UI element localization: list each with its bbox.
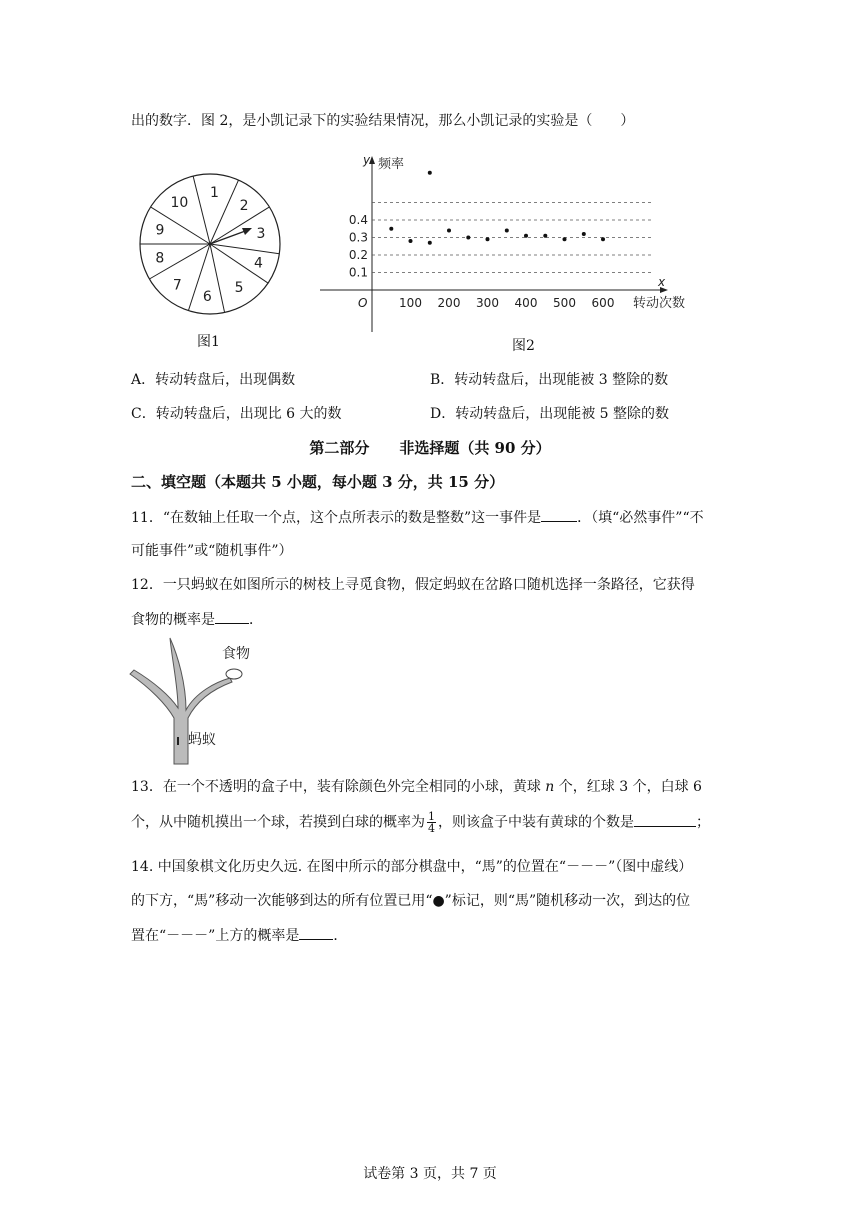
spinner-wheel-figure [130, 168, 290, 328]
data-point [409, 239, 413, 243]
data-point [389, 227, 393, 231]
wheel-number: 4 [254, 255, 263, 272]
data-point [524, 234, 528, 238]
data-point [601, 237, 605, 241]
q13-text-c: 个，从中随机摸出一个球，若摸到白球的概率为 [131, 814, 425, 831]
x-tick-label: 100 [399, 296, 422, 310]
frac-denominator: 4 [428, 822, 435, 835]
y-tick-label: 0.4 [348, 213, 368, 227]
page-footer: 试卷第 3 页，共 7 页 [363, 1166, 497, 1182]
q12-text-a: 食物的概率是 [131, 612, 215, 628]
data-point [543, 234, 547, 238]
wheel-number: 7 [172, 277, 182, 294]
q14-text-b: ． [333, 928, 348, 944]
q12-line2 [131, 609, 263, 630]
data-point [428, 171, 432, 175]
data-point [582, 232, 586, 236]
data-point [466, 236, 470, 240]
q11-line1 [131, 507, 704, 528]
q13-text-d: ，则该盒子中装有黄球的个数是 [438, 814, 634, 831]
label-ant: 蚂蚁 [188, 732, 216, 748]
x-axis-letter: x [658, 275, 666, 289]
q13-text-e: ； [696, 814, 710, 831]
y-tick-label: 0.1 [348, 265, 368, 280]
wheel-number: 5 [234, 280, 244, 297]
frequency-scatter-chart [320, 150, 700, 335]
option-c: C．转动转盘后，出现比 6 大的数 [131, 406, 342, 422]
data-point [563, 237, 567, 241]
q11-line2: 可能事件”或“随机事件”） [131, 543, 293, 559]
food-ellipse [226, 669, 242, 679]
y-axis-letter: y [363, 153, 371, 167]
q14-text-a: 置在“－－－”上方的概率是 [131, 928, 300, 944]
wheel-number: 2 [239, 197, 249, 214]
x-tick-label: 500 [553, 296, 576, 310]
data-point [505, 229, 509, 233]
data-point [447, 229, 451, 233]
q14-line2: 的下方，“馬”移动一次能够到达的所有位置已用“●”标记，则“馬”随机移动一次，到达的位 [131, 893, 691, 909]
wheel-number: 10 [170, 194, 189, 211]
option-b: B．转动转盘后，出现能被 3 整除的数 [430, 372, 669, 388]
wheel-number: 6 [202, 288, 212, 305]
y-axis-label: 频率 [378, 157, 405, 172]
q11-text-a: 11．“在数轴上任取一个点，这个点所表示的数是整数”这一事件是 [131, 510, 542, 526]
option-a: A．转动转盘后，出现偶数 [131, 372, 296, 388]
wheel-number: 1 [210, 185, 219, 202]
q11-text-b: ．（填“必然事件”“不 [577, 510, 704, 526]
x-tick-label: 200 [437, 296, 461, 310]
q13-line2 [131, 811, 710, 834]
frac-numerator: 1 [428, 810, 435, 823]
q12-line1: 12．一只蚂蚁在如图所示的树枝上寻觅食物，假定蚂蚁在岔路口随机选择一条路径，它获得 [131, 577, 695, 593]
section-fill-in-title: 二、填空题（本题共 5 小题，每小题 3 分，共 15 分） [131, 473, 505, 491]
wheel-number: 3 [256, 226, 266, 243]
y-tick-label: 0.3 [348, 230, 368, 245]
q13-fraction [427, 811, 436, 834]
option-d: D．转动转盘后，出现能被 5 整除的数 [430, 406, 670, 422]
x-tick-label: 400 [514, 296, 538, 310]
q13-text-a: 13．在一个不透明的盒子中，装有除颜色外完全相同的小球，黄球 [131, 779, 541, 795]
wheel-number: 8 [155, 250, 165, 267]
q12-answer-blank[interactable] [215, 609, 249, 624]
q13-line1 [131, 777, 702, 797]
q14-line3 [131, 925, 347, 946]
q14-answer-blank[interactable] [299, 925, 333, 940]
q11-answer-blank[interactable] [541, 507, 577, 522]
q13-text-b: 个，红球 3 个，白球 6 [558, 779, 702, 795]
q10-continuation: 出的数字．图 2，是小凯记录下的实验结果情况，那么小凯记录的实验是（ ） [131, 113, 635, 129]
x-axis-label: 转动次数 [633, 296, 686, 311]
q13-answer-blank[interactable] [634, 812, 696, 827]
data-point [486, 237, 490, 241]
q14-line1: 14. 中国象棋文化历史久远. 在图中所示的部分棋盘中，“馬”的位置在“－－－”（图中虚线） [131, 859, 693, 875]
origin-label: O [358, 296, 368, 310]
x-tick-label: 300 [476, 296, 499, 310]
q13-variable-n: n [545, 779, 555, 795]
figure1-caption: 图1 [197, 334, 220, 350]
tree-trunk-and-branches [130, 638, 232, 764]
q12-text-b: ． [249, 612, 263, 628]
y-tick-label: 0.2 [348, 248, 368, 262]
figure2-caption: 图2 [512, 338, 535, 354]
wheel-number: 9 [155, 222, 165, 239]
part2-title: 第二部分 非选择题（共 90 分） [309, 439, 551, 457]
label-food: 食物 [222, 646, 250, 662]
x-tick-label: 600 [591, 296, 615, 310]
tree-branch-figure [128, 636, 268, 768]
data-point [428, 241, 432, 245]
